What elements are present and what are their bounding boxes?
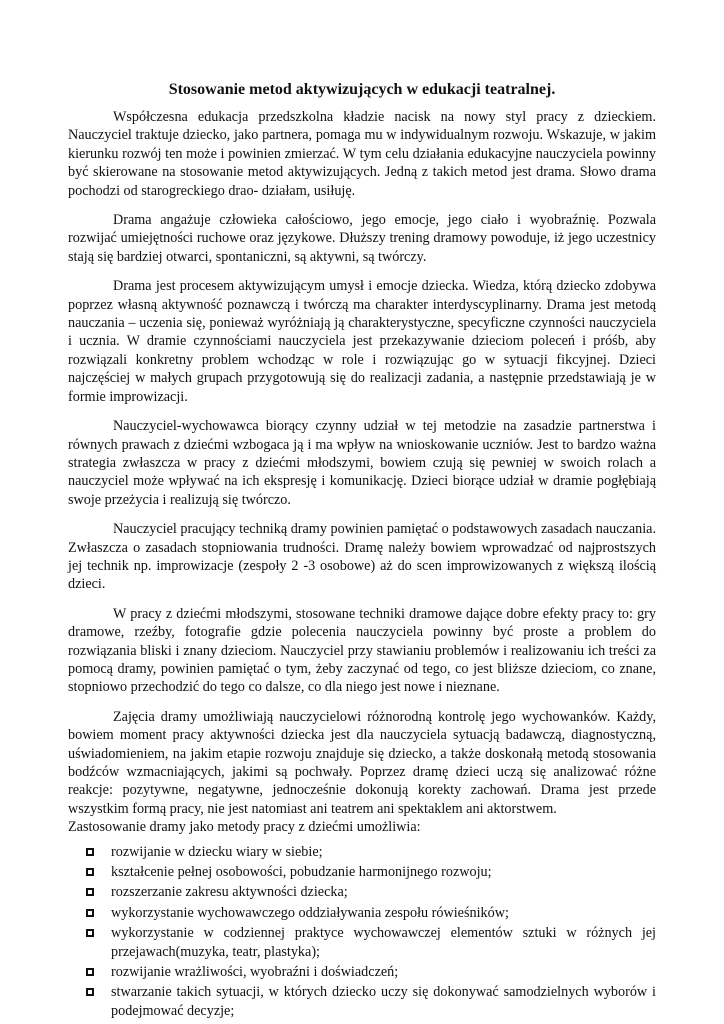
paragraph: Nauczyciel-wychowawca biorący czynny udział w tej metodzie na zasadzie partnerstwa i równych prawach z dziećmi wzbogaca ją i ma wpływ na wnioskowanie uczniów. Jest to bardzo ważna strategia zwłaszcza w pracy z dziećmi młodszymi, bowiem czują się pewniej w swoich rolach a nauczyciel może wpływać na ich ekspresję i komunikację. Dzieci biorące udział w dramie pogłębiają swoje przeżycia i realizują się twórczo. [68, 418, 656, 508]
list-item-text: wykorzystanie w codziennej praktyce wychowawczej elementów sztuki w różnych jej przejawach(muzyka, teatr, plastyka); [111, 925, 656, 960]
list-item-text: rozwijanie w dziecku wiary w siebie; [111, 843, 323, 860]
list-item [85, 883, 656, 901]
box-bullet-icon [85, 967, 95, 977]
list-item [85, 863, 656, 881]
list-item [85, 963, 656, 981]
paragraph: W pracy z dziećmi młodszymi, stosowane techniki dramowe dające dobre efekty pracy to: gry dramowe, rzeźby, fotografie gdzie polecenia nauczyciela powinny być proste a problem do rozwiązania bliski i znany dzieciom. Nauczyciel przy stawianiu problemów i realizowaniu ich treści za pomocą dramy, powinien pamiętać o tym, żeby zaczynać od tego, co jest bliższe dzieciom, co znane, stopniowo przechodzić do tego co dalsze, co dla niego jest nowe i nieznane. [68, 605, 656, 696]
paragraph: Drama jest procesem aktywizującym umysł i emocje dziecka. Wiedza, którą dziecko zdobywa poprzez własną aktywność poznawczą i twórczą ma charakter interdyscyplinarny. Drama jest metodą nauczania – uczenia się, ponieważ wyróżniają ją charakterystyczne, specyficzne czynności nauczyciela i ucznia. W dramie czynnościami nauczyciela jest przekazywanie dzieciom poleceń i próśb, aby rozwiązali konkretny problem wchodząc w role i rozwiązując go w sytuacji fikcyjnej. Dzieci najczęściej w małych grupach przygotowują się do realizacji zadania, a następnie przedstawiają je w formie improwizacji. [68, 278, 656, 405]
list-intro: Zastosowanie dramy jako metody pracy z dziećmi umożliwia: [68, 819, 421, 836]
list-item-text: rozwijanie wrażliwości, wyobraźni i doświadczeń; [111, 964, 399, 981]
paragraph: Współczesna edukacja przedszkolna kładzie nacisk na nowy styl pracy z dzieckiem. Nauczyciel traktuje dziecko, jako partnera, pomaga mu w indywidualnym rozwoju. Wskazuje, w jakim kierunku rozwój ten może i powinien zmierzać. W tym celu działania edukacyjne nauczyciela powinny być skierowane na stosowanie metod aktywizujących. Jedną z takich metod jest drama. Słowo drama pochodzi od starogreckiego drao- działam, usiłuję. [68, 109, 656, 199]
box-bullet-icon [85, 847, 95, 857]
bullet-list [68, 843, 656, 1021]
box-bullet-icon [85, 867, 95, 877]
paragraph: Drama angażuje człowieka całościowo, jego emocje, jego ciało i wyobraźnię. Pozwala rozwijać umiejętności ruchowe oraz językowe. Dłuższy trening dramowy powoduje, iż jego uczestnicy stają się bardziej otwarci, spontaniczni, są aktywni, są twórczy. [68, 212, 656, 265]
list-item-text: kształcenie pełnej osobowości, pobudzanie harmonijnego rozwoju; [111, 864, 492, 881]
box-bullet-icon [85, 928, 95, 938]
list-item [85, 983, 656, 1020]
document-title: Stosowanie metod aktywizujących w edukacji teatralnej. [168, 81, 556, 98]
box-bullet-icon [85, 887, 95, 897]
list-item [85, 924, 656, 961]
list-item-text: rozszerzanie zakresu aktywności dziecka; [111, 884, 348, 901]
box-bullet-icon [85, 908, 95, 918]
paragraph: Zajęcia dramy umożliwiają nauczycielowi różnorodną kontrolę jego wychowanków. Każdy, bowiem moment pracy aktywności dziecka jest dla nauczyciela sytuacją badawczą, diagnostyczną, uświadomieniem, na jakim etapie rozwoju znajduje się dziecko, a także doskonałą metodą stosowania bodźców wzmacniających, jakimi są pochwały. Poprzez dramę dzieci uczą się analizować różne reakcje: pozytywne, negatywne, jednocześnie dokonują korekty zachowań. Drama jest przede wszystkim formą pracy, nie jest natomiast ani teatrem ani spektaklem ani aktorstwem. [68, 708, 656, 817]
list-item [85, 843, 656, 861]
list-item-text: wykorzystanie wychowawczego oddziaływania zespołu rówieśników; [111, 904, 509, 921]
box-bullet-icon [85, 987, 95, 997]
list-item [85, 904, 656, 922]
list-item-text: stwarzanie takich sytuacji, w których dziecko uczy się dokonywać samodzielnych wyborów i podejmować decyzje; [111, 984, 656, 1019]
paragraph: Nauczyciel pracujący techniką dramy powinien pamiętać o podstawowych zasadach nauczania. Zwłaszcza o zasadach stopniowania trudności. Dramę należy bowiem wprowadzać od najprostszych jej technik np. improwizacje (zespoły 2 -3 osobowe) aż do scen improwizowanych z większą ilością dzieci. [68, 521, 656, 593]
